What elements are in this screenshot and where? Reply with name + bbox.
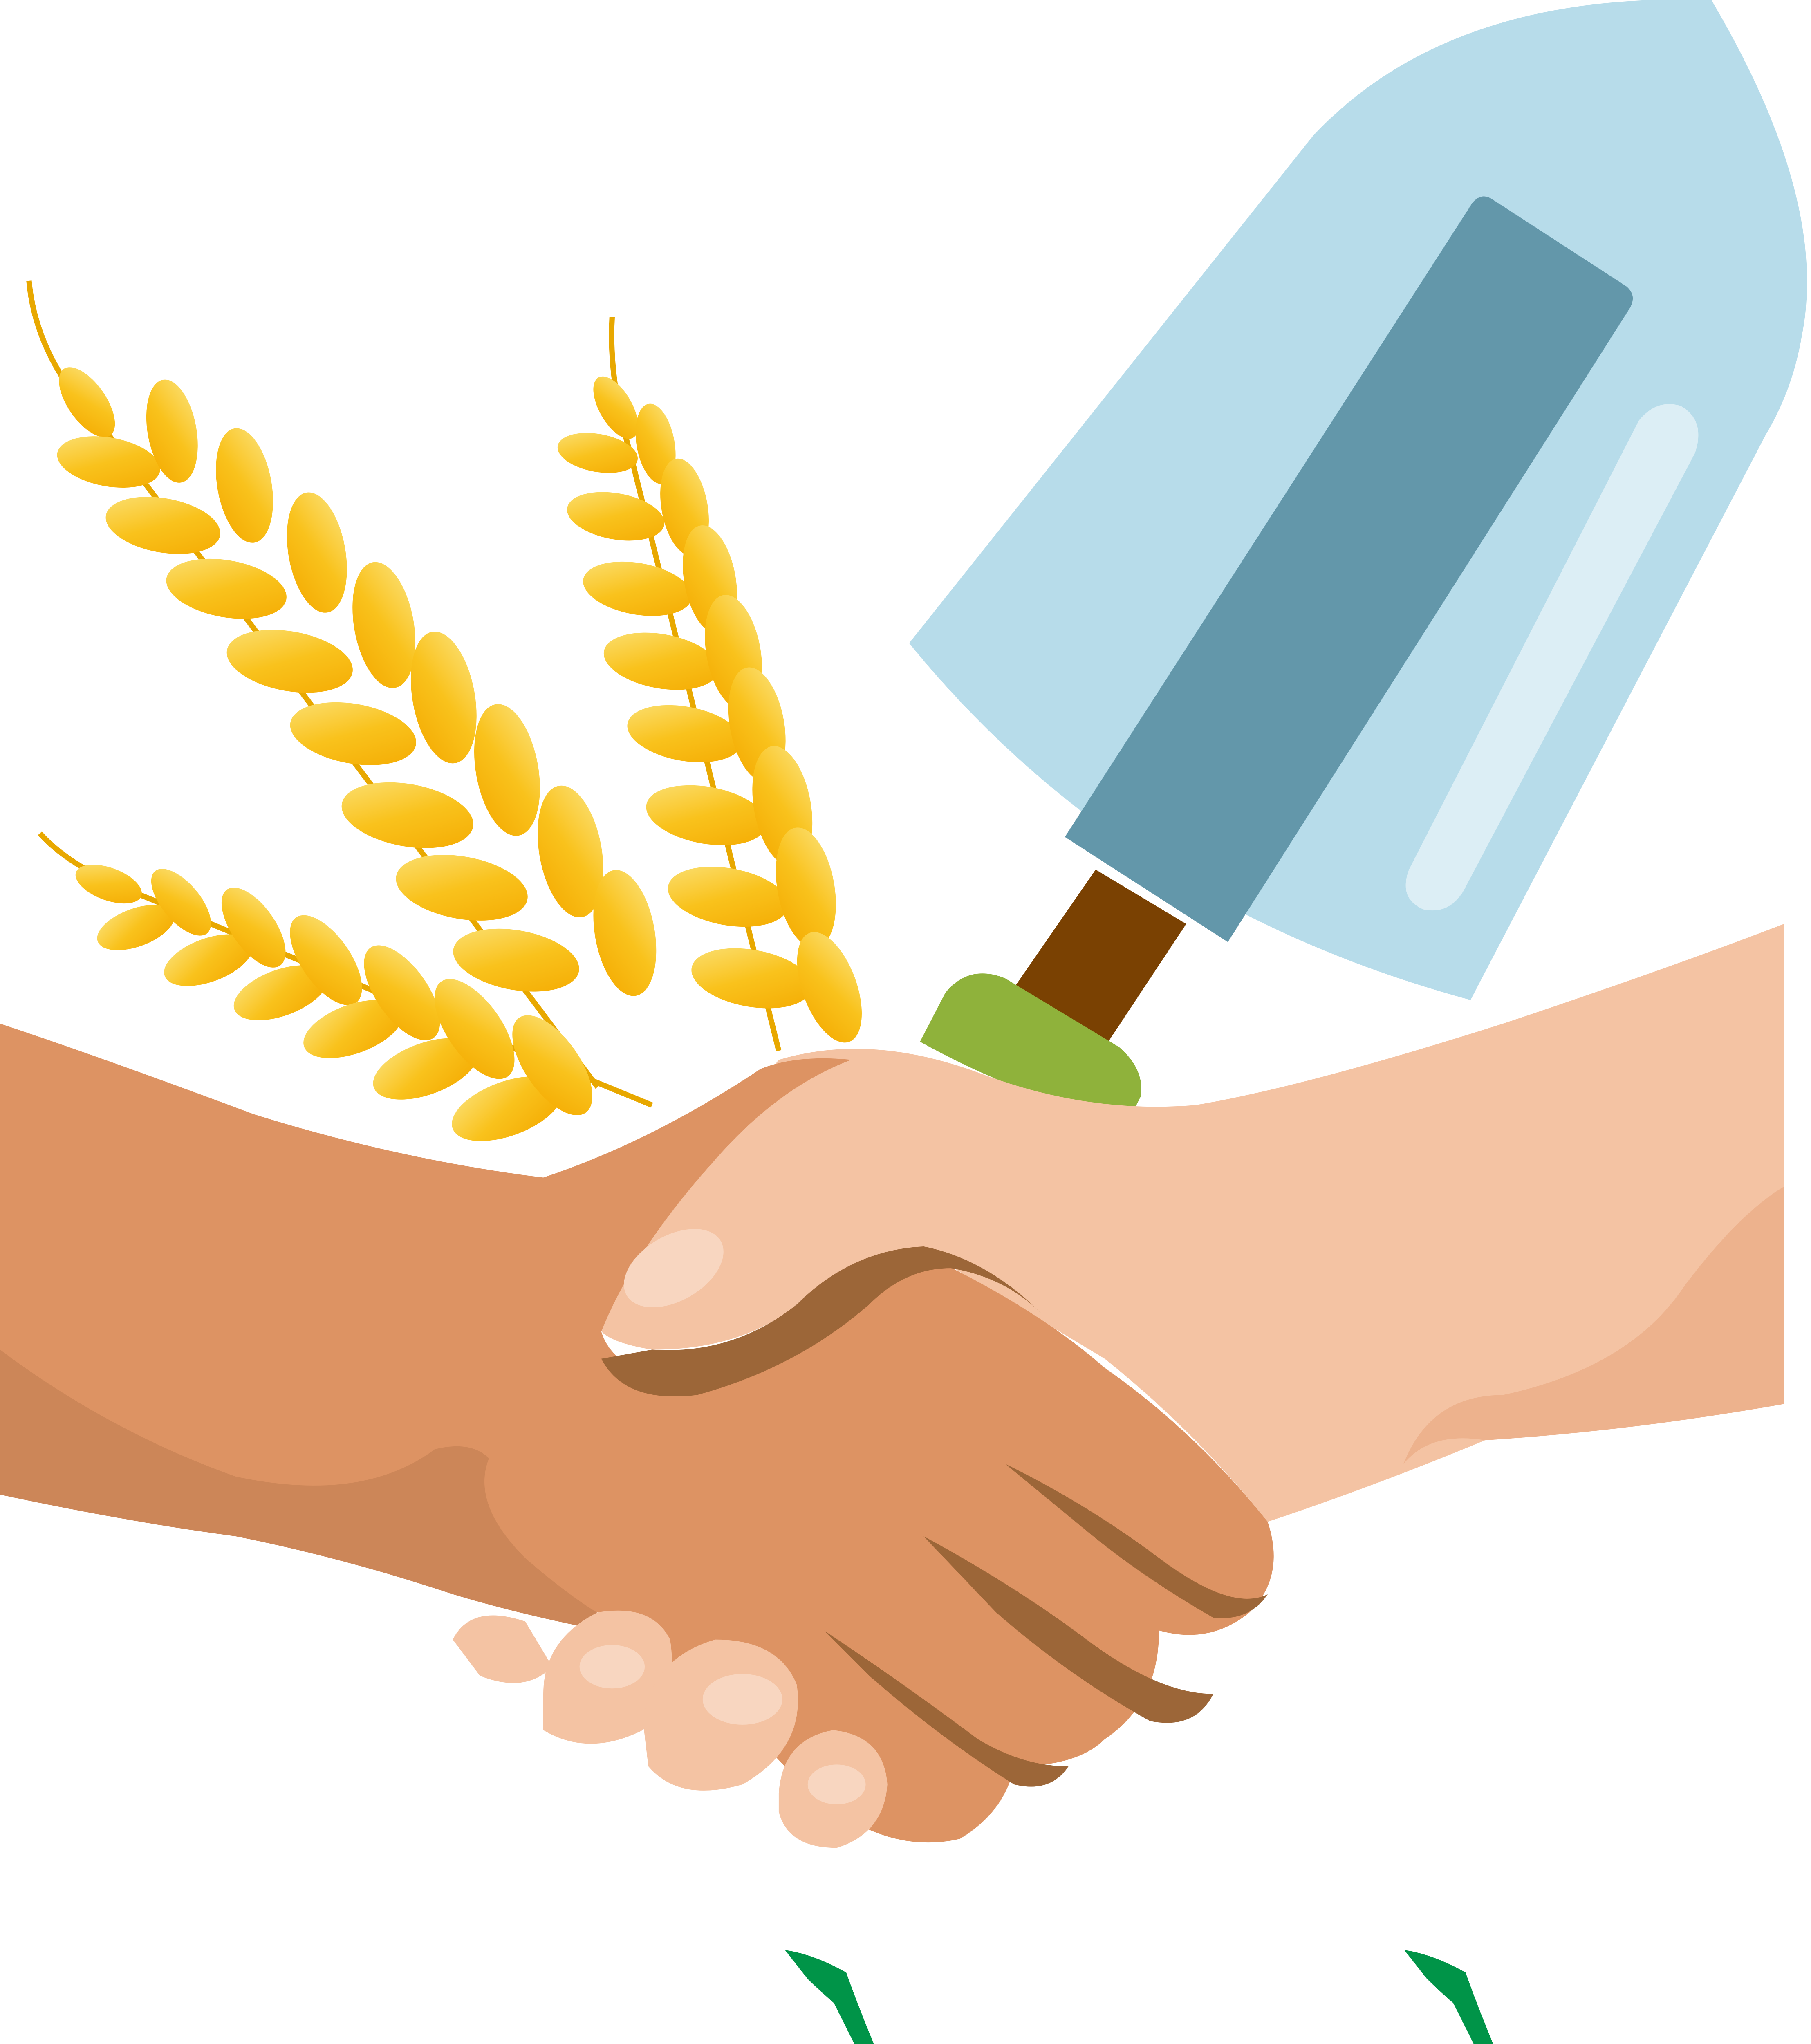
accent-mark-2 bbox=[1404, 1950, 1498, 2044]
handshake-icon bbox=[0, 924, 1784, 1848]
wheat-stalks-icon bbox=[29, 281, 875, 1154]
brand-wordmark-stylized bbox=[0, 1880, 1811, 2044]
shovel-icon bbox=[909, 0, 1807, 1114]
accent-mark-1 bbox=[785, 1950, 879, 2044]
